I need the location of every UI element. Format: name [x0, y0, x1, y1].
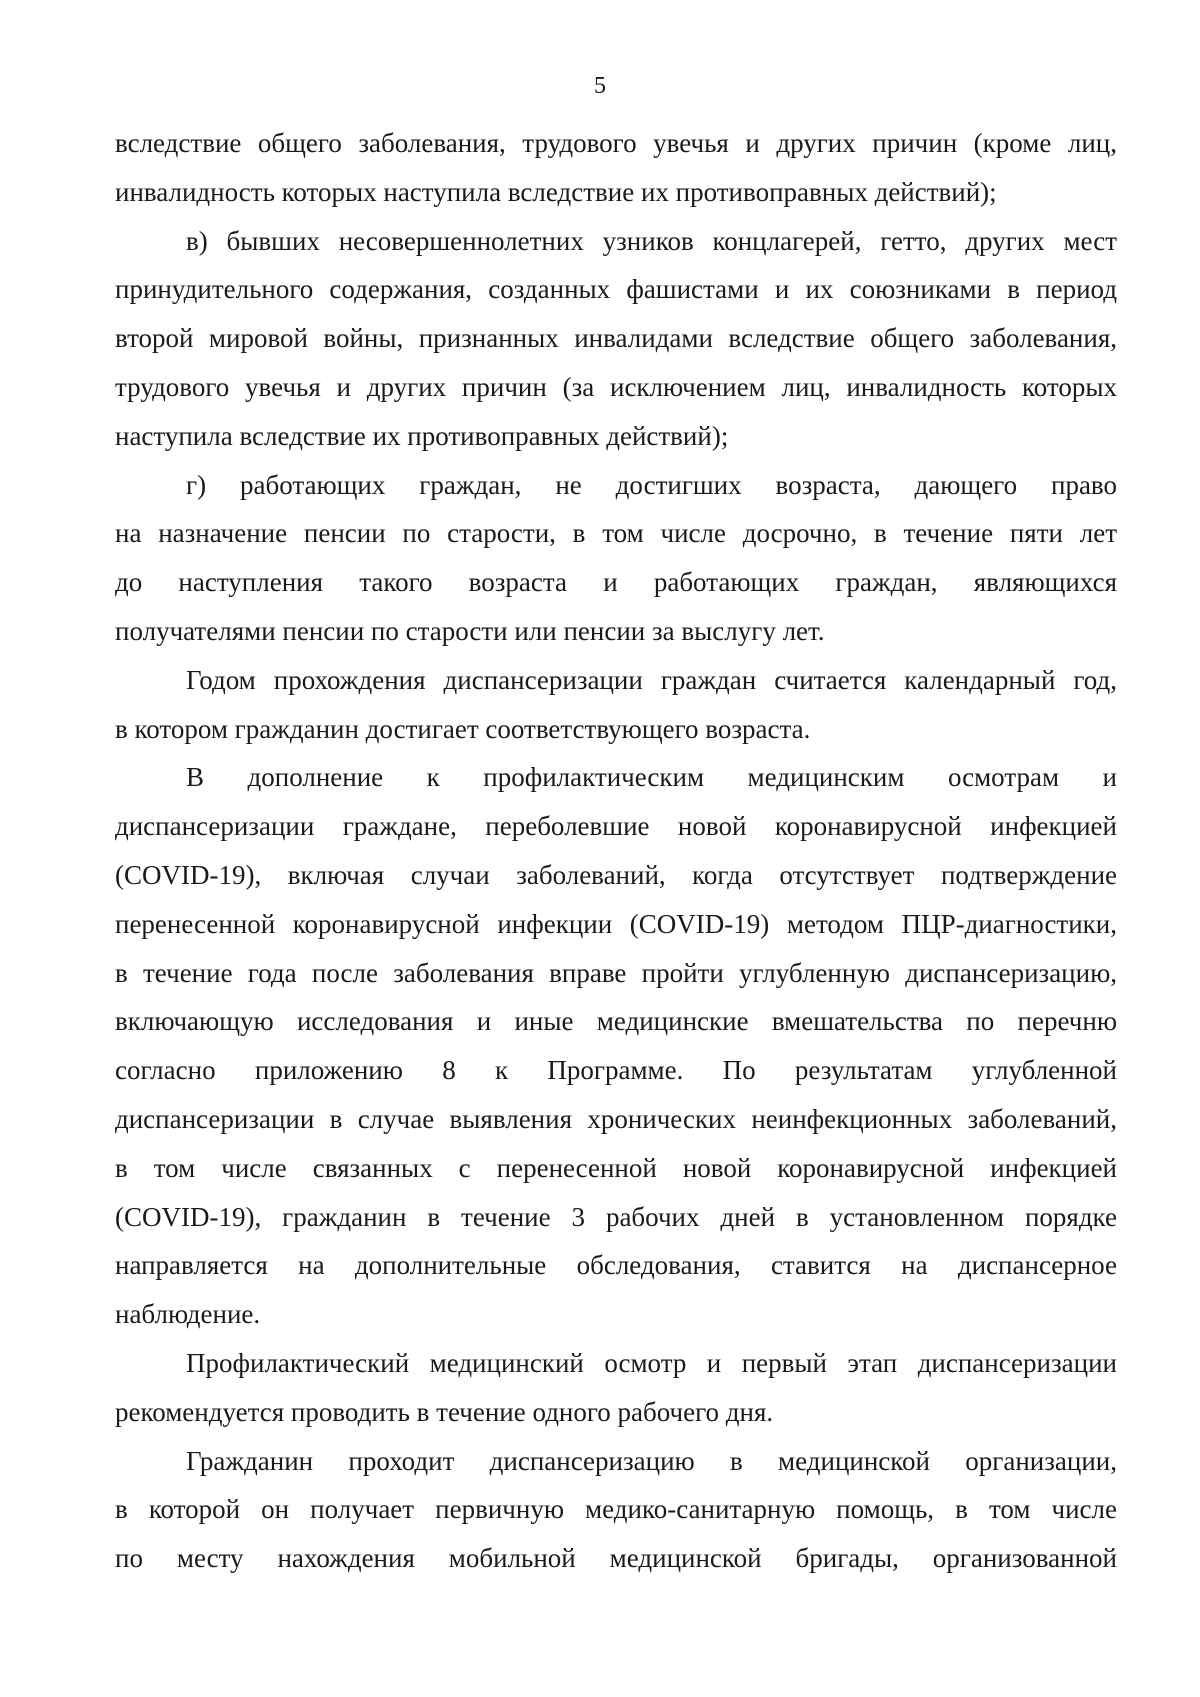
text-line: диспансеризации в случае выявления хронических неинфекционных заболеваний,: [115, 1103, 1117, 1134]
text-line: В дополнение к профилактическим медицинским осмотрам и: [186, 762, 1117, 793]
text-line: второй мировой войны, признанных инвалидами вследствие общего заболевания,: [115, 323, 1117, 354]
paragraph: [115, 461, 1117, 656]
paragraph: [115, 1339, 1117, 1437]
text-line: Профилактический медицинский осмотр и первый этап диспансеризации: [186, 1347, 1117, 1378]
text-line: (COVID-19), включая случаи заболеваний, когда отсутствует подтверждение: [115, 859, 1117, 890]
text-line: инвалидность которых наступила вследствие их противоправных действий);: [115, 176, 997, 207]
paragraph: [115, 753, 1117, 1339]
text-line: направляется на дополнительные обследования, ставится на диспансерное: [115, 1250, 1117, 1281]
text-line: принудительного содержания, созданных фашистами и их союзниками в период: [115, 274, 1117, 305]
text-line: включающую исследования и иные медицинские вмешательства по перечню: [115, 1006, 1117, 1037]
text-line: в котором гражданин достигает соответствующего возраста.: [115, 713, 811, 744]
text-line: г) работающих граждан, не достигших возраста, дающего право: [186, 469, 1117, 500]
text-line: (COVID-19), гражданин в течение 3 рабочих дней в установленном порядке: [115, 1201, 1117, 1232]
text-line: согласно приложению 8 к Программе. По результатам углубленной: [115, 1055, 1117, 1086]
page-number: 5: [594, 73, 606, 99]
document-body: [115, 119, 1117, 1583]
paragraph: [115, 656, 1117, 754]
text-line: в) бывших несовершеннолетних узников концлагерей, гетто, других мест: [186, 225, 1117, 256]
paragraph: [115, 1437, 1117, 1583]
text-line: получателями пенсии по старости или пенсии за выслугу лет.: [115, 615, 825, 646]
text-line: трудового увечья и других причин (за исключением лиц, инвалидность которых: [115, 371, 1117, 402]
text-line: в которой он получает первичную медико-санитарную помощь, в том числе: [115, 1494, 1117, 1525]
text-line: диспансеризации граждане, переболевшие новой коронавирусной инфекцией: [115, 811, 1117, 842]
text-line: до наступления такого возраста и работающих граждан, являющихся: [115, 567, 1117, 598]
text-line: вследствие общего заболевания, трудового увечья и других причин (кроме лиц,: [115, 128, 1117, 158]
text-line: рекомендуется проводить в течение одного рабочего дня.: [115, 1396, 774, 1427]
text-line: наступила вследствие их противоправных действий);: [115, 420, 729, 451]
paragraph: [115, 119, 1117, 217]
text-line: в течение года после заболевания вправе пройти углубленную диспансеризацию,: [115, 957, 1117, 988]
text-line: по месту нахождения мобильной медицинской бригады, организованной: [115, 1543, 1117, 1574]
text-line: в том числе связанных с перенесенной новой коронавирусной инфекцией: [115, 1152, 1117, 1183]
text-line: Гражданин проходит диспансеризацию в медицинской организации,: [186, 1445, 1117, 1476]
text-line: на назначение пенсии по старости, в том числе досрочно, в течение пяти лет: [115, 518, 1117, 549]
text-line: перенесенной коронавирусной инфекции (COVID-19) методом ПЦР-диагностики,: [115, 908, 1117, 939]
text-line: Годом прохождения диспансеризации граждан считается календарный год,: [186, 664, 1117, 695]
paragraph: [115, 217, 1117, 461]
text-line: наблюдение.: [115, 1299, 261, 1330]
